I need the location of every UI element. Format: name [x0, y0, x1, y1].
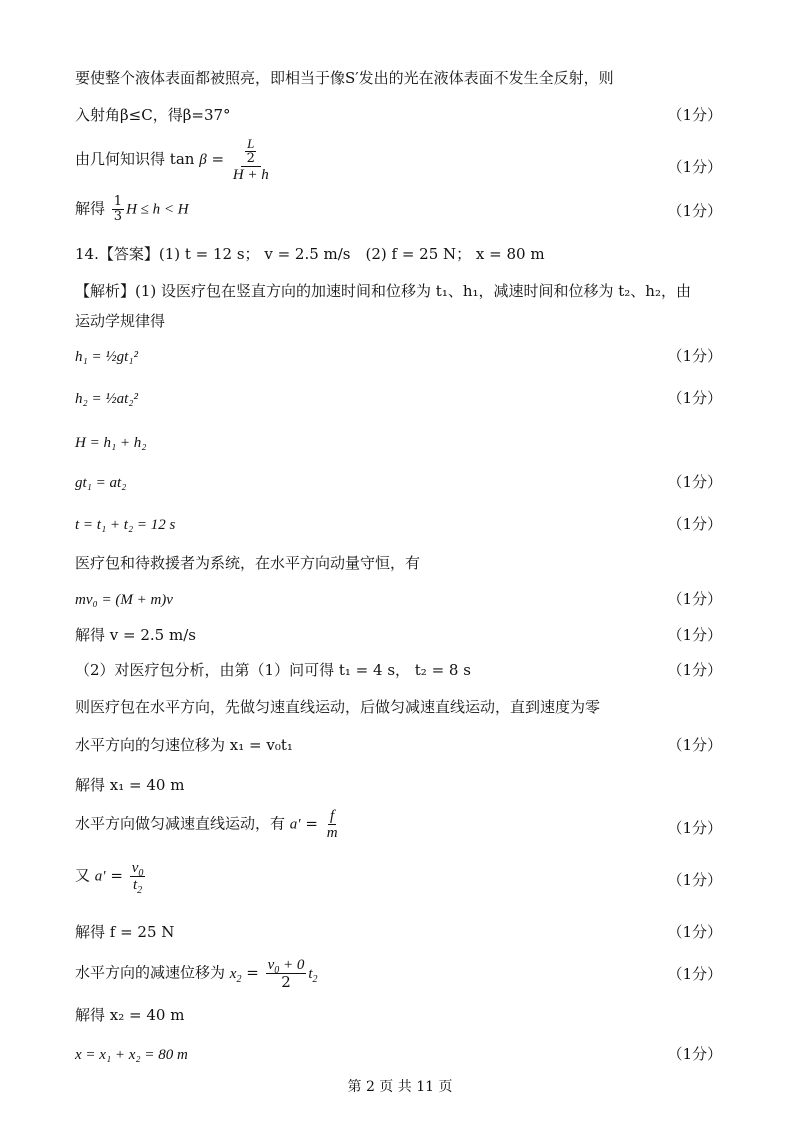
line-text: 医疗包和待救援者为系统，在水平方向动量守恒，有	[75, 554, 421, 572]
score-label: （1分）	[667, 202, 722, 220]
score-label: （1分）	[667, 871, 722, 889]
text-line	[75, 68, 614, 88]
score-label: （1分）	[667, 965, 722, 983]
equation-line	[75, 514, 175, 535]
score-label: （1分）	[667, 736, 722, 754]
equation: x = x₁ + x₂ = 80 m	[75, 1047, 188, 1063]
line-text: 运动学规律得	[75, 312, 166, 330]
line-text: 解得	[75, 199, 106, 218]
text-line	[75, 697, 600, 717]
score-label: （1分）	[667, 590, 722, 608]
score-label: （1分）	[667, 1045, 722, 1063]
text-line: 由几何知识得 tan β = $\frac{\frac{L}{2}}{H + h}$	[75, 136, 269, 183]
fraction-tan-beta: $\frac{\frac{L}{2}}{H + h}$	[232, 136, 269, 183]
text-line: 又 a′ = $\frac{v_0}{t_2}$	[75, 860, 144, 896]
text-line	[75, 660, 471, 680]
line-text: 解得 v = 2.5 m/s	[75, 626, 196, 644]
line-text: 入射角β≤C，得β=37°	[75, 106, 231, 124]
line-text: 由几何知识得	[75, 150, 166, 168]
equation-line	[75, 472, 126, 493]
text-line	[75, 105, 231, 125]
equation: H = h₁ + h₂	[75, 435, 147, 451]
text-line: 解得 $\frac{1}{3}$ H ≤ h < H	[75, 194, 189, 224]
text-line	[75, 625, 196, 645]
equation-line	[75, 589, 173, 610]
line-text: （2）对医疗包分析，由第（1）问可得 t₁ = 4 s， t₂ = 8 s	[75, 661, 471, 679]
text-line: 水平方向做匀减速直线运动，有 a′ = $\frac{f}{m}$	[75, 808, 338, 841]
equation-line	[75, 432, 147, 453]
equation-line	[75, 346, 138, 367]
equation: gt₁ = at₂	[75, 475, 127, 491]
score-label: （1分）	[667, 473, 722, 491]
fraction-v0-over-t2: $\frac{v_0}{t_2}$	[131, 860, 144, 896]
line-text: 解得 x₁ = 40 m	[75, 776, 185, 794]
line-text: 【解析】(1) 设医疗包在竖直方向的加速时间和位移为 t₁、h₁，减速时间和位移为 t₂、h₂，由	[75, 282, 691, 300]
score-label: （1分）	[667, 819, 722, 837]
page-footer: 第 2 页 共 11 页	[347, 1079, 453, 1095]
score-label: （1分）	[667, 389, 722, 407]
text-line	[75, 311, 165, 331]
fraction-avg-velocity: $\frac{v_0 + 0}{2}$	[267, 957, 305, 991]
score-label: （1分）	[667, 515, 722, 533]
analysis-line	[75, 281, 691, 301]
line-text: 解得 x₂ = 40 m	[75, 1006, 185, 1024]
line-text: 要使整个液体表面都被照亮，即相当于像S′发出的光在液体表面不发生全反射，则	[75, 69, 614, 87]
line-text: 水平方向的减速位移为	[75, 963, 226, 982]
text-line	[75, 735, 293, 755]
line-text: 水平方向的匀速位移为 x₁ = v₀t₁	[75, 736, 293, 754]
line-text: 解得 f = 25 N	[75, 923, 175, 941]
equation-line	[75, 388, 138, 409]
equation-line	[75, 1044, 188, 1065]
line-text: 又	[75, 866, 91, 885]
score-label: （1分）	[667, 923, 722, 941]
line-text: 则医疗包在水平方向，先做匀速直线运动，后做匀减速直线运动，直到速度为零	[75, 698, 601, 716]
line-text: 水平方向做匀减速直线运动，有	[75, 814, 286, 833]
answer-line	[75, 244, 545, 264]
text-line	[75, 553, 420, 573]
score-label: （1分）	[667, 158, 722, 176]
text-line: 水平方向的减速位移为 $x_2$ = $\frac{v_0 + 0}{2}$ $t_2$	[75, 957, 318, 991]
equation: t = t₁ + t₂ = 12 s	[75, 517, 176, 533]
equation: h₁ = ½gt₁²	[75, 349, 138, 365]
score-label: （1分）	[667, 626, 722, 644]
equation: mv₀ = (M + m)v	[75, 592, 173, 608]
equation: h₂ = ½at₂²	[75, 391, 138, 407]
score-label: （1分）	[667, 347, 722, 365]
text-line	[75, 1005, 184, 1025]
score-label: （1分）	[667, 661, 722, 679]
fraction-f-over-m: $\frac{f}{m}$	[326, 808, 338, 841]
text-line	[75, 775, 184, 795]
score-label: （1分）	[667, 106, 722, 124]
text-line	[75, 922, 174, 942]
line-text: 14.【答案】(1) t = 12 s； v = 2.5 m/s (2) f = 25 N； x = 80 m	[75, 245, 545, 263]
